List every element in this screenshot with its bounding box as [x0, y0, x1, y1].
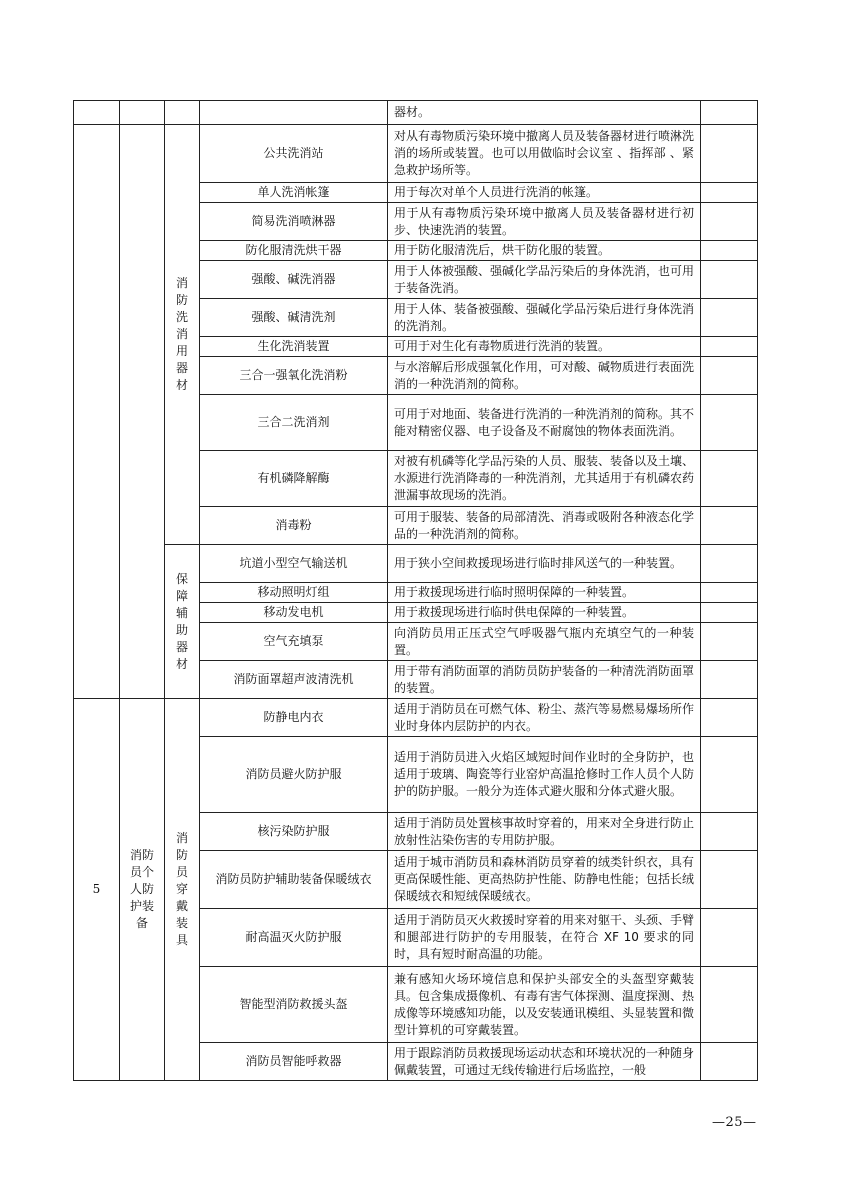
name-cell: 单人洗消帐篷: [200, 183, 388, 203]
desc-cell: 用于救援现场进行临时供电保障的一种装置。: [388, 603, 701, 623]
note-cell: [701, 545, 758, 583]
name-cell: 移动照明灯组: [200, 583, 388, 603]
name-cell: 智能型消防救援头盔: [200, 967, 388, 1043]
name-cell: 强酸、碱清洗剂: [200, 299, 388, 337]
note-cell: [701, 603, 758, 623]
number-cell: [74, 101, 120, 125]
note-cell: [701, 125, 758, 183]
note-cell: [701, 203, 758, 241]
name-cell: 强酸、碱洗消器: [200, 261, 388, 299]
note-cell: [701, 967, 758, 1043]
desc-cell: 可用于服装、装备的局部清洗、消毒或吸附各种液态化学品的一种洗消剂的简称。: [388, 507, 701, 545]
name-cell: 三合一强氧化洗消粉: [200, 357, 388, 395]
name-cell: 耐高温灭火防护服: [200, 909, 388, 967]
note-cell: [701, 507, 758, 545]
category-cell: [120, 101, 165, 125]
desc-cell: 适用于消防员在可燃气体、粉尘、蒸汽等易燃易爆场所作业时身体内层防护的内衣。: [388, 699, 701, 737]
name-cell: 消毒粉: [200, 507, 388, 545]
desc-cell: 适用于消防员灭火救援时穿着的用来对躯干、头颈、手臂和腿部进行防护的专用服装，在符合 XF 10 要求的同时，具有短时耐高温的功能。: [388, 909, 701, 967]
subcategory-cell: [165, 101, 200, 125]
note-cell: [701, 661, 758, 699]
desc-cell: 对从有毒物质污染环境中撤离人员及装备器材进行喷淋洗消的场所或装置。也可以用做临时会议室 、指挥部 、紧急救护场所等。: [388, 125, 701, 183]
section-number: 5: [74, 699, 120, 1081]
desc-cell: 用于人体、装备被强酸、强碱化学品污染后进行身体洗消的洗消剂。: [388, 299, 701, 337]
name-cell: 坑道小型空气输送机: [200, 545, 388, 583]
desc-cell: 用于狭小空间救援现场进行临时排风送气的一种装置。: [388, 545, 701, 583]
desc-cell: 用于从有毒物质污染环境中撤离人员及装备器材进行初步、快速洗消的装置。: [388, 203, 701, 241]
note-cell: [701, 583, 758, 603]
desc-cell: 与水溶解后形成强氧化作用，可对酸、碱物质进行表面洗消的一种洗消剂的简称。: [388, 357, 701, 395]
desc-cell: 适用于城市消防员和森林消防员穿着的绒类针织衣，具有更高保暖性能、更高热防护性能、防静电性能；包括长绒保暖绒衣和短绒保暖绒衣。: [388, 851, 701, 909]
note-cell: [701, 451, 758, 507]
name-cell: 消防员防护辅助装备保暖绒衣: [200, 851, 388, 909]
desc-cell: 适用于消防员处置核事故时穿着的，用来对全身进行防止放射性沾染伤害的专用防护服。: [388, 813, 701, 851]
name-cell: 消防面罩超声波清洗机: [200, 661, 388, 699]
desc-cell: 用于防化服清洗后，烘干防化服的装置。: [388, 241, 701, 261]
note-cell: [701, 623, 758, 661]
name-cell: [200, 101, 388, 125]
table-row: [74, 101, 758, 125]
note-cell: [701, 909, 758, 967]
note-cell: [701, 851, 758, 909]
desc-cell: 对被有机磷等化学品污染的人员、服装、装备以及土壤、水源进行洗消降毒的一种洗消剂，尤其适用于有机磷农药泄漏事故现场的洗消。: [388, 451, 701, 507]
name-cell: 防静电内衣: [200, 699, 388, 737]
page-number: —25—: [712, 1115, 757, 1130]
note-cell: [701, 813, 758, 851]
category-cell: 消防员个人防护装备: [120, 699, 165, 1081]
name-cell: 公共洗消站: [200, 125, 388, 183]
equipment-table: [73, 100, 758, 1081]
desc-cell: 用于每次对单个人员进行洗消的帐篷。: [388, 183, 701, 203]
table-row: [74, 545, 758, 583]
desc-cell: 用于跟踪消防员救援现场运动状态和环境状况的一种随身佩戴装置，可通过无线传输进行后场监控，一般: [388, 1043, 701, 1081]
table-row: [74, 125, 758, 183]
note-cell: [701, 395, 758, 451]
desc-cell: 用于带有消防面罩的消防员防护装备的一种清洗消防面罩的装置。: [388, 661, 701, 699]
name-cell: 移动发电机: [200, 603, 388, 623]
number-cell: [74, 125, 120, 699]
desc-cell: 向消防员用正压式空气呼吸器气瓶内充填空气的一种装置。: [388, 623, 701, 661]
category-cell: [120, 125, 165, 699]
name-cell: 有机磷降解酶: [200, 451, 388, 507]
note-cell: [701, 241, 758, 261]
table-row: [74, 699, 758, 737]
name-cell: 防化服清洗烘干器: [200, 241, 388, 261]
subcategory-cell: 消防洗消用器材: [165, 125, 200, 545]
name-cell: 消防员避火防护服: [200, 737, 388, 813]
note-cell: [701, 699, 758, 737]
note-cell: [701, 101, 758, 125]
note-cell: [701, 737, 758, 813]
note-cell: [701, 357, 758, 395]
desc-cell: 可用于对地面、装备进行洗消的一种洗消剂的简称。其不能对精密仪器、电子设备及不耐腐蚀的物体表面洗消。: [388, 395, 701, 451]
name-cell: 生化洗消装置: [200, 337, 388, 357]
name-cell: 核污染防护服: [200, 813, 388, 851]
desc-cell: 器材。: [388, 101, 701, 125]
desc-cell: 适用于消防员进入火焰区域短时间作业时的全身防护，也适用于玻璃、陶瓷等行业窑炉高温抢修时工作人员个人防护的防护服。一般分为连体式避火服和分体式避火服。: [388, 737, 701, 813]
note-cell: [701, 337, 758, 357]
subcategory-cell: 消防员穿戴装具: [165, 699, 200, 1081]
desc-cell: 兼有感知火场环境信息和保护头部安全的头盔型穿戴装具。包含集成摄像机、有毒有害气体探测、温度探测、热成像等环境感知功能，以及安装通讯模组、头显装置和微型计算机的可穿戴装置。: [388, 967, 701, 1043]
note-cell: [701, 183, 758, 203]
note-cell: [701, 261, 758, 299]
name-cell: 简易洗消喷淋器: [200, 203, 388, 241]
desc-cell: 用于救援现场进行临时照明保障的一种装置。: [388, 583, 701, 603]
note-cell: [701, 299, 758, 337]
desc-cell: 用于人体被强酸、强碱化学品污染后的身体洗消，也可用于装备洗消。: [388, 261, 701, 299]
subcategory-cell: 保障辅助器材: [165, 545, 200, 699]
name-cell: 消防员智能呼救器: [200, 1043, 388, 1081]
desc-cell: 可用于对生化有毒物质进行洗消的装置。: [388, 337, 701, 357]
name-cell: 空气充填泵: [200, 623, 388, 661]
note-cell: [701, 1043, 758, 1081]
name-cell: 三合二洗消剂: [200, 395, 388, 451]
